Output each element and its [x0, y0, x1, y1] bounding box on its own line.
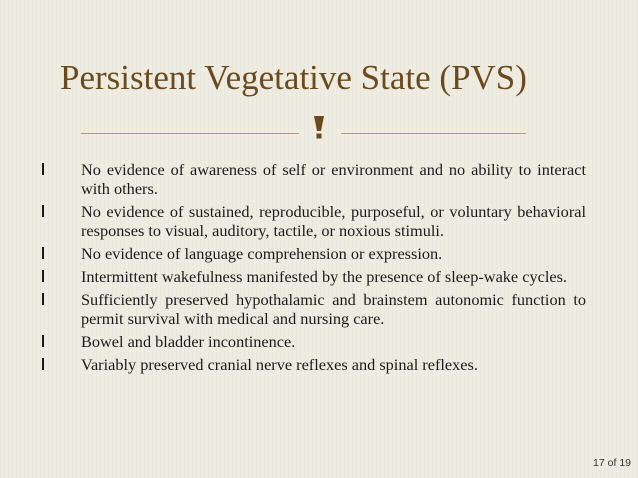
bullet-text: No evidence of awareness of self or environment and no ability to interact with others. [81, 160, 586, 198]
bullet-text: No evidence of language comprehension or expression. [81, 244, 443, 263]
bullet-item [40, 202, 586, 240]
title-divider-right [341, 133, 526, 134]
bullet-text: Sufficiently preserved hypothalamic and brainstem autonomic function to permit survival with medical and nursing care. [81, 290, 586, 328]
bullet-marker-icon [40, 269, 50, 284]
bullet-item [40, 160, 586, 198]
slide-title: Persistent Vegetative State (PVS) [60, 58, 527, 97]
bullet-text: Variably preserved cranial nerve reflexes and spinal reflexes. [81, 355, 478, 374]
bullet-text: Intermittent wakefulness manifested by the presence of sleep-wake cycles. [81, 267, 567, 286]
exclamation-mark-icon [307, 115, 331, 139]
bullet-marker-icon [40, 334, 50, 349]
bullet-list [40, 160, 586, 378]
bullet-text: No evidence of sustained, reproducible, purposeful, or voluntary behavioral responses to visual, auditory, tactile, or noxious stimuli. [81, 202, 586, 240]
bullet-marker-icon [40, 357, 50, 372]
page-number: 17 of 19 [593, 457, 631, 469]
bullet-text: Bowel and bladder incontinence. [81, 332, 296, 351]
title-divider-left [81, 133, 299, 134]
bullet-item [40, 290, 586, 328]
bullet-marker-icon [40, 246, 50, 261]
bullet-marker-icon [40, 204, 50, 219]
bullet-marker-icon [40, 292, 50, 307]
bullet-item [40, 355, 586, 374]
bullet-item [40, 244, 586, 263]
bullet-item [40, 267, 586, 286]
bullet-item [40, 332, 586, 351]
bullet-marker-icon [40, 162, 50, 177]
